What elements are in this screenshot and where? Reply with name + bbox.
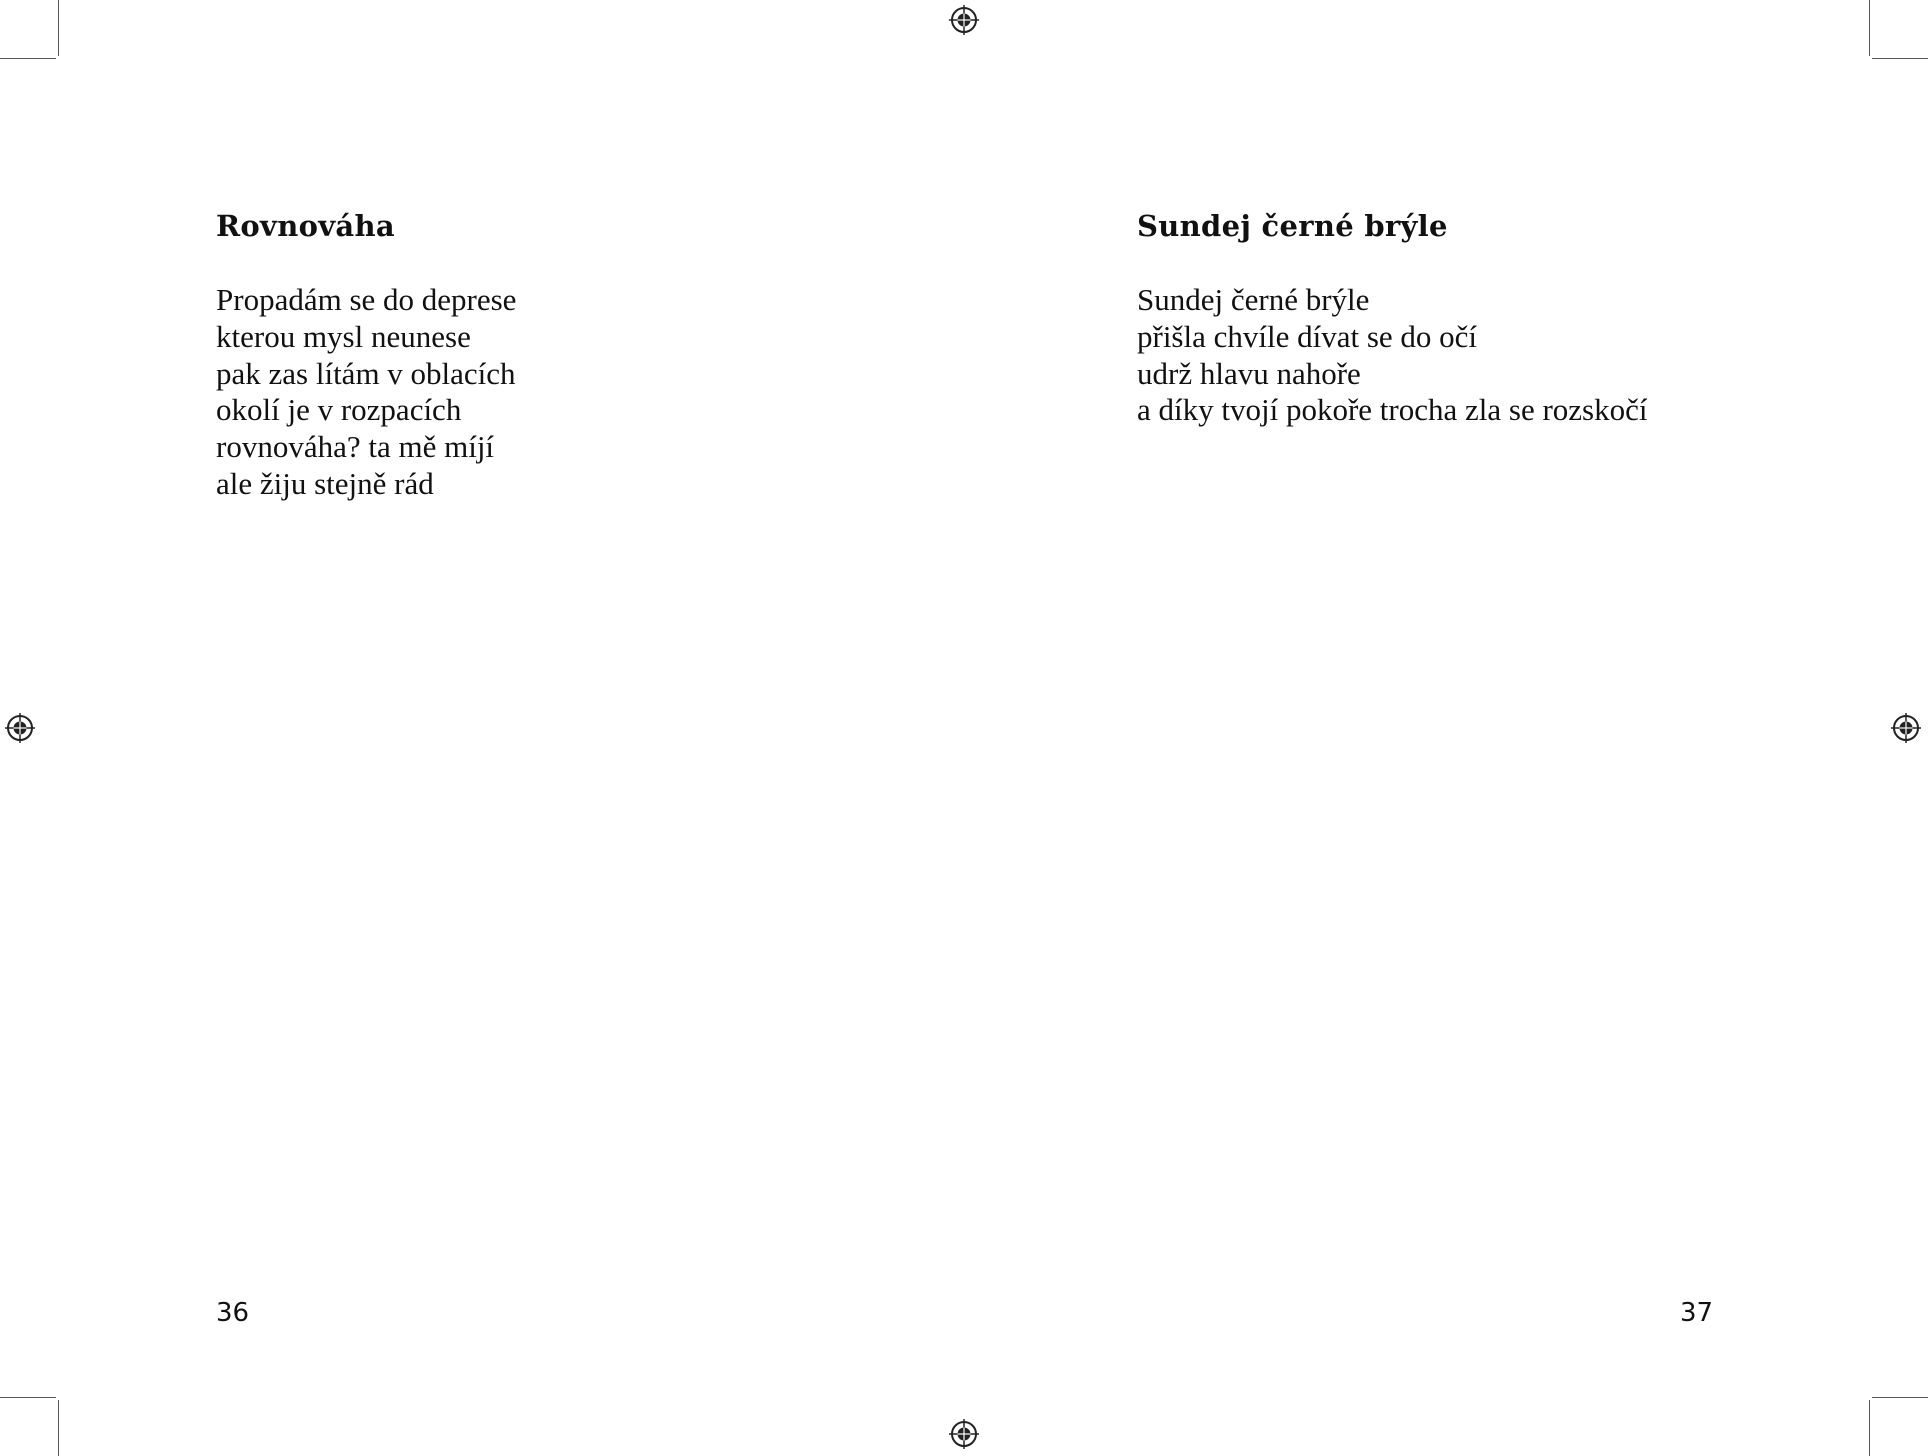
poem-line: rovnováha? ta mě míjí: [216, 429, 495, 465]
crop-mark-top-right-horizontal: [1872, 58, 1928, 59]
poem-line: Sundej černé brýle: [1137, 282, 1370, 317]
registration-mark-icon: [4, 712, 36, 744]
poem-line: a díky tvojí pokoře trocha zla se rozskočí: [1137, 392, 1648, 428]
poem-title: Rovnováha: [216, 209, 395, 243]
poem-title: Sundej černé brýle: [1137, 209, 1448, 243]
poem-line: okolí je v rozpacích: [216, 392, 462, 428]
page-number: 36: [216, 1298, 250, 1328]
poem-line: ale žiju stejně rád: [216, 465, 434, 501]
page-number: 37: [1680, 1298, 1714, 1328]
crop-mark-top-left-horizontal: [0, 58, 56, 59]
poem-body: [216, 282, 516, 503]
poem-line: přišla chvíle dívat se do očí: [1137, 318, 1478, 354]
poem-body: [1137, 282, 1647, 429]
poem-line: Propadám se do deprese: [216, 282, 517, 317]
poem-line: kterou mysl neunese: [216, 318, 471, 354]
registration-mark-icon: [948, 1418, 980, 1450]
crop-mark-bottom-left-horizontal: [0, 1397, 56, 1398]
crop-mark-bottom-right-vertical: [1869, 1400, 1870, 1456]
registration-mark-icon: [1890, 712, 1922, 744]
poem-line: pak zas lítám v oblacích: [216, 355, 516, 391]
crop-mark-bottom-right-horizontal: [1872, 1397, 1928, 1398]
registration-mark-icon: [948, 4, 980, 36]
crop-mark-bottom-left-vertical: [58, 1400, 59, 1456]
poem-line: udrž hlavu nahoře: [1137, 355, 1361, 391]
crop-mark-top-right-vertical: [1869, 0, 1870, 56]
crop-mark-top-left-vertical: [58, 0, 59, 56]
